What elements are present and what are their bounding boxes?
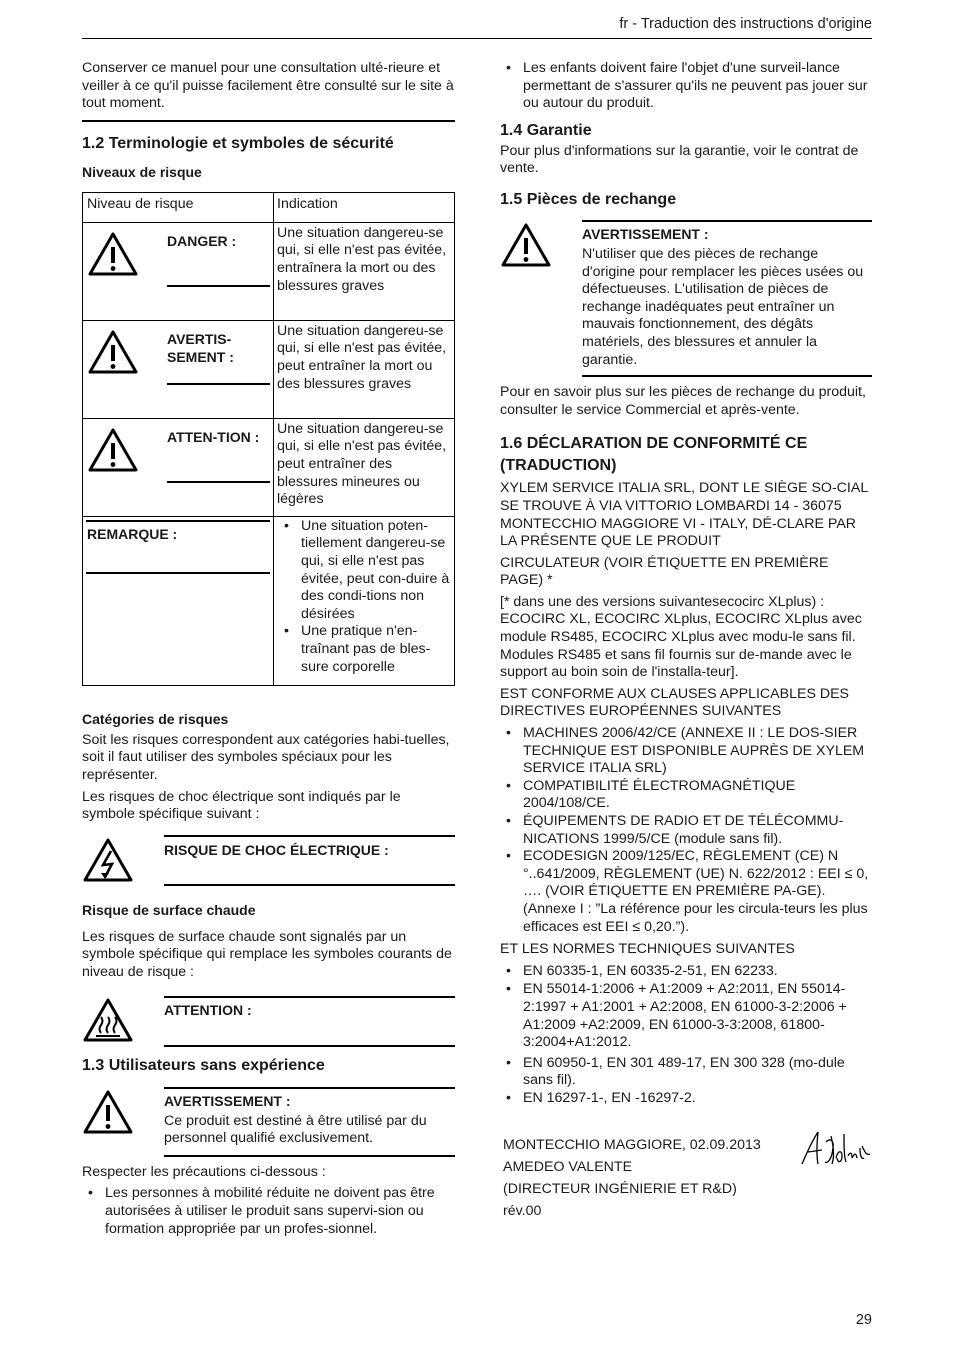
table-header-row — [83, 192, 455, 222]
norms-list — [500, 963, 872, 1108]
table-row — [83, 222, 455, 320]
warning-triangle-icon — [500, 222, 552, 268]
niveaux-title: Niveaux de risque — [82, 163, 202, 180]
categories-paragraph-2: Les risques de choc électrique sont indiqués par le symbole spécifique suivant : — [82, 788, 401, 823]
warning-triangle-icon — [87, 329, 139, 375]
attention-indication: Une situation dangereu-se qui, si elle n'est pas évitée, peut entraîner des blessures mineures ou légères — [274, 418, 455, 516]
sign-role: (DIRECTEUR INGÉNIERIE ET R&D) — [503, 1180, 737, 1197]
label-rule — [167, 383, 270, 385]
list-item: • Les enfants doivent faire l'objet d'une surveil-lance permettant de s'assurer qu'ils ne peuvent pas jouer sur ou autour du produit. — [523, 60, 872, 113]
hot-surface-body — [164, 996, 455, 1047]
label-rule — [167, 481, 270, 483]
remarque-list — [278, 518, 451, 676]
header-text: fr - Traduction des instructions d'origine — [619, 16, 872, 32]
list-item: • EN 60950-1, EN 301 489-17, EN 300 328 (mo-dule sans fil). — [523, 1055, 872, 1090]
directives-list — [500, 725, 872, 936]
label-rule — [164, 1045, 455, 1047]
declaration-p5: ET LES NORMES TECHNIQUES SUIVANTES — [500, 941, 795, 958]
spare-parts-after: Pour en savoir plus sur les pièces de rechange du produit, consulter le service Commercial et après-vente. — [500, 384, 866, 418]
list-item: • COMPATIBILITÉ ÉLECTROMAGNÉTIQUE 2004/108/CE. — [523, 778, 872, 813]
section-1-4-title: 1.4 Garantie — [500, 121, 592, 139]
list-item: • MACHINES 2006/42/CE (ANNEXE II : LE DOS-SIER TECHNIQUE EST DISPONIBLE AUPRÈS DE XYLEM SERVICE ITALIA SRL) — [523, 725, 872, 778]
warning-triangle-icon — [87, 231, 139, 277]
danger-indication: Une situation dangereu-se qui, si elle n'est pas évitée, entraînera la mort ou des blessures graves — [274, 222, 455, 320]
section-1-2-title: 1.2 Terminologie et symboles de sécurité — [82, 134, 394, 152]
warning-triangle-icon — [82, 1089, 134, 1135]
list-item: • EN 60335-1, EN 60335-2-51, EN 62233. — [523, 963, 872, 981]
section-1-3-title: 1.3 Utilisateurs sans expérience — [82, 1056, 325, 1074]
label-rule — [164, 835, 455, 837]
spare-parts-warning-block — [500, 220, 872, 377]
page-number: 29 — [855, 1312, 872, 1328]
danger-label: DANGER : — [167, 232, 237, 249]
table-row — [83, 320, 455, 418]
categories-title: Catégories de risques — [82, 710, 229, 727]
list-item: • EN 55014-1:2006 + A1:2009 + A2:2011, EN 55014-2:1997 + A1:2001 + A2:2008, EN 61000-3-2:2006 + A1:2009 +A2:2009, EN 61000-3-3:2008, 61800-3:2004+A1:2012. — [523, 981, 872, 1051]
list-item: • EN 16297-1-, EN -16297-2. — [523, 1090, 872, 1108]
section-1-6-title: 1.6 DÉCLARATION DE CONFORMITÉ CE (TRADUCTION) — [500, 435, 808, 475]
declaration-p2: CIRCULATEUR (VOIR ÉTIQUETTE EN PREMIÈRE PAGE) * — [500, 554, 829, 589]
declaration-p1: XYLEM SERVICE ITALIA SRL, DONT LE SIÈGE SO-CIAL SE TROUVE À VIA VITTORIO LOMBARDI 14 - 36075 MONTECCHIO MAGGIORE VI - ITALY, DÉ-CLARE PAR LA PRÉSENTE QUE LE PRODUIT — [500, 480, 868, 550]
label-rule — [582, 375, 872, 377]
sign-place: MONTECCHIO MAGGIORE, 02.09.2013 — [503, 1136, 761, 1153]
section-1-5-title: 1.5 Pièces de rechange — [500, 190, 677, 208]
label-rule — [164, 1155, 455, 1157]
inexperienced-list — [82, 1185, 455, 1238]
list-item: • Les personnes à mobilité réduite ne doivent pas être autorisées à utiliser le produit sans supervi-sion ou formation appropriée par un profes-sionnel. — [105, 1185, 455, 1238]
declaration-p4: EST CONFORME AUX CLAUSES APPLICABLES DES DIRECTIVES EUROPÉENNES SUIVANTES — [500, 685, 850, 720]
table-row — [83, 516, 455, 685]
handwritten-signature — [798, 1128, 872, 1170]
label-rule — [86, 572, 270, 574]
warning-triangle-icon — [87, 427, 139, 473]
inexperienced-warning-body — [164, 1087, 455, 1157]
children-list — [500, 60, 872, 113]
spare-parts-warning-body — [582, 220, 872, 377]
surface-title: Risque de surface chaude — [82, 901, 256, 918]
hot-surface-block — [82, 996, 455, 1048]
sign-rev: rév.00 — [503, 1202, 542, 1219]
respect-paragraph: Respecter les précautions ci-dessous : — [82, 1163, 326, 1180]
table-row — [83, 418, 455, 516]
risk-levels-table — [82, 192, 455, 686]
declaration-p3: [* dans une des versions suivantesecocirc XLplus) : ECOCIRC XL, ECOCIRC XLplus, ECOCIRC XLplus avec module RS485, ECOCIRC XLplus avec modu-le sans fil. Modules RS485 et sans fil fournis sur de-mande avec le support au boin soin de l'installa-teur]. — [500, 593, 862, 681]
attention-label: ATTEN-TION : — [167, 428, 260, 445]
remarque-label: REMARQUE : — [87, 525, 178, 542]
label-rule — [164, 884, 455, 886]
list-item: • ECODESIGN 2009/125/EC, RÈGLEMENT (CE) N °..641/2009, RÈGLEMENT (UE) N. 622/2012 : EEI ≤ 0, …. (VOIR ÉTIQUETTE EN PREMIÈRE PA-GE). (Annexe I : ”La référence pour les circula-teurs les plus efficaces est EEI ≤ 0,20.”). — [523, 848, 872, 936]
label-rule — [86, 520, 270, 522]
warn-label: AVERTISSEMENT : — [582, 225, 709, 242]
left-column — [82, 60, 455, 1238]
label-rule — [582, 220, 872, 222]
warn-text: Ce produit est destiné à être utilisé par du personnel qualifié exclusivement. — [164, 1112, 427, 1147]
signature-block — [500, 1134, 872, 1222]
intro-paragraph: Conserver ce manuel pour une consultation ulté-rieure et veiller à ce qu'il puisse facilement être consulté sur le site à tout moment. — [82, 60, 454, 112]
avertissement-indication: Une situation dangereu-se qui, si elle n'est pas évitée, peut entraîner la mort ou des blessures graves — [274, 320, 455, 418]
avertissement-label: AVERTIS-SEMENT : — [167, 330, 234, 365]
label-rule — [167, 285, 270, 287]
label-rule — [164, 996, 455, 998]
list-item: • Une pratique n'en-traînant pas de bles-sure corporelle — [301, 623, 451, 676]
sign-name: AMEDEO VALENTE — [503, 1158, 633, 1175]
surface-paragraph: Les risques de surface chaude sont signalés par un symbole spécifique qui remplace les symboles courants de niveau de risque : — [82, 928, 452, 980]
electric-shock-body — [164, 835, 455, 886]
list-item: • ÉQUIPEMENTS DE RADIO ET DE TÉLÉCOMMU-NICATIONS 1999/5/CE (module sans fil). — [523, 813, 872, 848]
choc-label: RISQUE DE CHOC ÉLECTRIQUE : — [164, 841, 389, 858]
inexperienced-warning-block — [82, 1087, 455, 1157]
table-head-level: Niveau de risque — [83, 192, 274, 222]
electric-shock-icon — [82, 837, 134, 883]
electric-shock-block — [82, 835, 455, 893]
right-column — [500, 60, 872, 1222]
warn-text: N'utiliser que des pièces de rechange d'origine pour remplacer les pièces usées ou défectueuses. L'utilisation de pièces de rechange inadéquates peut entraîner un mauvais fonctionnement, des dégâts matériels, des blessures et annuler la garantie. — [582, 245, 864, 368]
hot-surface-icon — [82, 997, 134, 1043]
garantie-text: Pour plus d'informations sur la garantie, voir le contrat de vente. — [500, 142, 859, 177]
section-rule — [82, 120, 455, 122]
warn-label: AVERTISSEMENT : — [164, 1092, 291, 1109]
categories-paragraph-1: Soit les risques correspondent aux catégories habi-tuelles, soit il faut utiliser des symboles spéciaux pour les représenter. — [82, 731, 450, 783]
label-rule — [164, 1087, 455, 1089]
page-header — [82, 14, 872, 39]
list-item: • Une situation poten-tiellement dangereu-se qui, si elle n'est pas évitée, peut con-duire à des condi-tions non désirées — [301, 518, 451, 624]
table-head-indication: Indication — [274, 192, 455, 222]
attention-label: ATTENTION : — [164, 1001, 252, 1018]
